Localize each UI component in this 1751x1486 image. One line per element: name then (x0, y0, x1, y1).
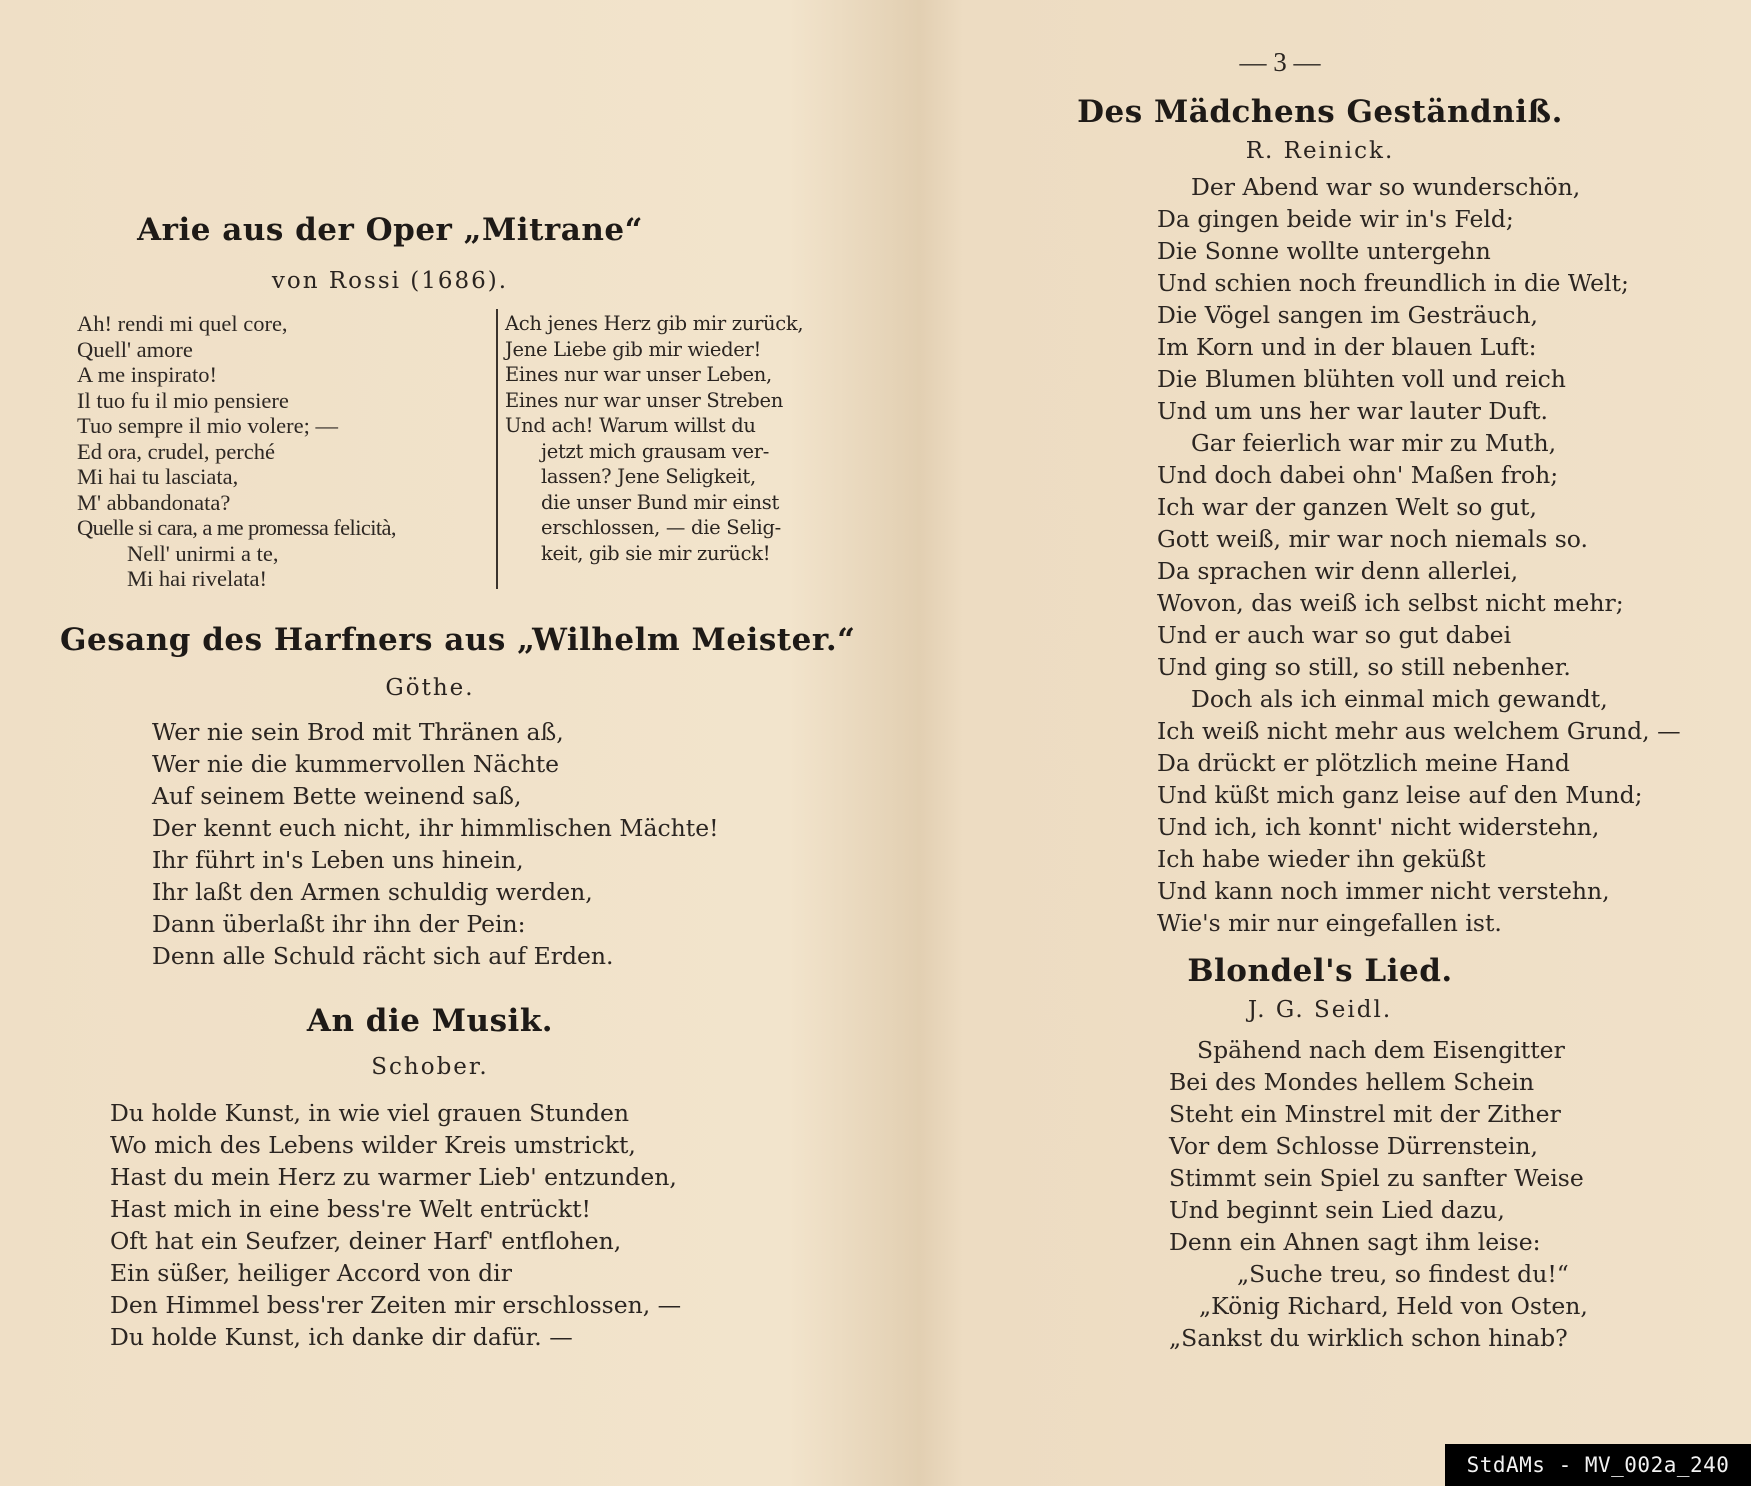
verse-line: Ach jenes Herz gib mir zurück, (505, 312, 804, 335)
arie-author: von Rossi (1686). (271, 268, 509, 294)
verse-line: Wo mich des Lebens wilder Kreis umstrickt, (110, 1131, 636, 1159)
verse-line: Und beginnt sein Lied dazu, (1169, 1196, 1505, 1224)
verse-line: Wie's mir nur eingefallen ist. (1157, 909, 1502, 937)
verse-line: Tuo sempre il mio volere; — (77, 413, 339, 438)
blondel-author: J. G. Seidl. (1247, 997, 1393, 1023)
verse-line: Gott weiß, mir war noch niemals so. (1157, 525, 1588, 553)
verse-line: lassen? Jene Seligkeit, (541, 465, 756, 488)
verse-line: „Suche treu, so findest du!“ (1237, 1260, 1569, 1288)
verse-line: Du holde Kunst, in wie viel grauen Stunden (110, 1099, 630, 1127)
verse-line: Den Himmel bess'rer Zeiten mir erschlossen, — (110, 1291, 682, 1319)
verse-line: Und um uns her war lauter Duft. (1157, 397, 1549, 425)
verse-line: Nell' unirmi a te, (127, 540, 279, 566)
verse-line: Und kann noch immer nicht verstehn, (1157, 877, 1610, 905)
verse-line: Wer nie die kummervollen Nächte (152, 750, 560, 778)
verse-line: Dann überlaßt ihr ihn der Pein: (152, 910, 526, 938)
verse-line: Da gingen beide wir in's Feld; (1157, 205, 1514, 233)
verse-line: Hast du mein Herz zu warmer Lieb' entzunden, (110, 1163, 677, 1191)
blondel-title: Blondel's Lied. (1187, 953, 1453, 989)
verse-line: Wovon, das weiß ich selbst nicht mehr; (1157, 589, 1624, 617)
verse-line: Bei des Mondes hellem Schein (1169, 1068, 1535, 1096)
gestaendniss-poem (1157, 171, 1681, 939)
verse-line: Da drückt er plötzlich meine Hand (1157, 749, 1570, 777)
verse-line: Eines nur war unser Leben, (505, 363, 772, 386)
verse-line: Steht ein Minstrel mit der Zither (1169, 1100, 1561, 1128)
verse-line: jetzt mich grausam ver- (541, 439, 770, 463)
verse-line: Und küßt mich ganz leise auf den Mund; (1157, 781, 1643, 809)
verse-line: Ah! rendi mi quel core, (77, 311, 288, 336)
arie-italian-text (77, 311, 396, 592)
verse-line: Spähend nach dem Eisengitter (1197, 1036, 1565, 1064)
archive-label: StdAMs - MV_002a_240 (1445, 1444, 1751, 1486)
verse-line: Quell' amore (77, 336, 193, 362)
verse-line: Ein süßer, heiliger Accord von dir (110, 1259, 512, 1287)
verse-line: Und ging so still, so still nebenher. (1157, 653, 1571, 681)
verse-line: Hast mich in eine bess're Welt entrückt! (110, 1195, 591, 1223)
verse-line: Und er auch war so gut dabei (1157, 621, 1512, 649)
column-divider (496, 309, 498, 589)
verse-line: Im Korn und in der blauen Luft: (1157, 333, 1537, 361)
verse-line: Wer nie sein Brod mit Thränen aß, (152, 718, 564, 746)
verse-line: Auf seinem Bette weinend saß, (152, 782, 522, 810)
verse-line: Die Blumen blühten voll und reich (1157, 365, 1566, 393)
harfner-author: Göthe. (385, 675, 475, 701)
verse-line: Und ach! Warum willst du (505, 414, 756, 437)
verse-line: Gar feierlich war mir zu Muth, (1191, 429, 1557, 457)
gestaendniss-author: R. Reinick. (1245, 138, 1395, 164)
verse-line: Vor dem Schlosse Dürrenstein, (1169, 1132, 1538, 1160)
verse-line: Eines nur war unser Streben (505, 388, 783, 412)
verse-line: „König Richard, Held von Osten, (1199, 1292, 1588, 1320)
verse-line: Und ich, ich konnt' nicht widerstehn, (1157, 813, 1600, 841)
page-number: — 3 — (1239, 47, 1321, 77)
gestaendniss-title: Des Mädchens Geständniß. (1077, 94, 1563, 130)
verse-line: M' abbandonata? (77, 489, 231, 515)
arie-title: Arie aus der Oper „Mitrane“ (137, 212, 643, 248)
arie-german-text (505, 311, 803, 566)
musik-author: Schober. (371, 1054, 489, 1080)
verse-line: Du holde Kunst, ich danke dir dafür. — (110, 1323, 573, 1351)
right-page (940, 0, 1751, 1486)
musik-title: An die Musik. (306, 1003, 554, 1039)
verse-line: Ich habe wieder ihn geküßt (1157, 845, 1486, 873)
verse-line: Und doch dabei ohn' Maßen froh; (1157, 461, 1559, 489)
verse-line: Ihr laßt den Armen schuldig werden, (152, 878, 593, 906)
verse-line: Ich war der ganzen Welt so gut, (1157, 493, 1537, 521)
verse-line: Die Sonne wollte untergehn (1157, 237, 1491, 265)
verse-line: Ich weiß nicht mehr aus welchem Grund, — (1157, 717, 1681, 745)
musik-poem (110, 1097, 681, 1353)
verse-line: Mi hai tu lasciata, (77, 464, 239, 489)
harfner-poem (152, 716, 719, 972)
verse-line: Stimmt sein Spiel zu sanfter Weise (1169, 1164, 1584, 1192)
verse-line: A me inspirato! (77, 362, 217, 387)
verse-line: Da sprachen wir denn allerlei, (1157, 557, 1519, 585)
verse-line: Der Abend war so wunderschön, (1191, 173, 1581, 201)
verse-line: Die Vögel sangen im Gesträuch, (1157, 301, 1538, 329)
verse-line: Jene Liebe gib mir wieder! (505, 337, 762, 361)
verse-line: Denn alle Schuld rächt sich auf Erden. (152, 942, 614, 970)
verse-line: Denn ein Ahnen sagt ihm leise: (1169, 1228, 1541, 1256)
verse-line: Der kennt euch nicht, ihr himmlischen Mächte! (152, 814, 719, 842)
verse-line: Il tuo fu il mio pensiere (77, 387, 289, 413)
verse-line: Oft hat ein Seufzer, deiner Harf' entflohen, (110, 1227, 622, 1255)
verse-line: erschlossen, — die Selig- (541, 516, 781, 539)
verse-line: Ed ora, crudel, perché (77, 438, 276, 464)
verse-line: Doch als ich einmal mich gewandt, (1191, 685, 1608, 713)
verse-line: keit, gib sie mir zurück! (541, 541, 771, 565)
blondel-poem (1169, 1034, 1588, 1354)
verse-line: die unser Bund mir einst (541, 490, 779, 514)
verse-line: Quelle si cara, a me promessa felicità, (77, 515, 396, 540)
verse-line: „Sankst du wirklich schon hinab? (1169, 1324, 1568, 1352)
harfner-title: Gesang des Harfners aus „Wilhelm Meister.“ (60, 622, 856, 658)
verse-line: Mi hai rivelata! (127, 566, 267, 591)
verse-line: Ihr führt in's Leben uns hinein, (152, 846, 524, 874)
verse-line: Und schien noch freundlich in die Welt; (1157, 269, 1629, 297)
